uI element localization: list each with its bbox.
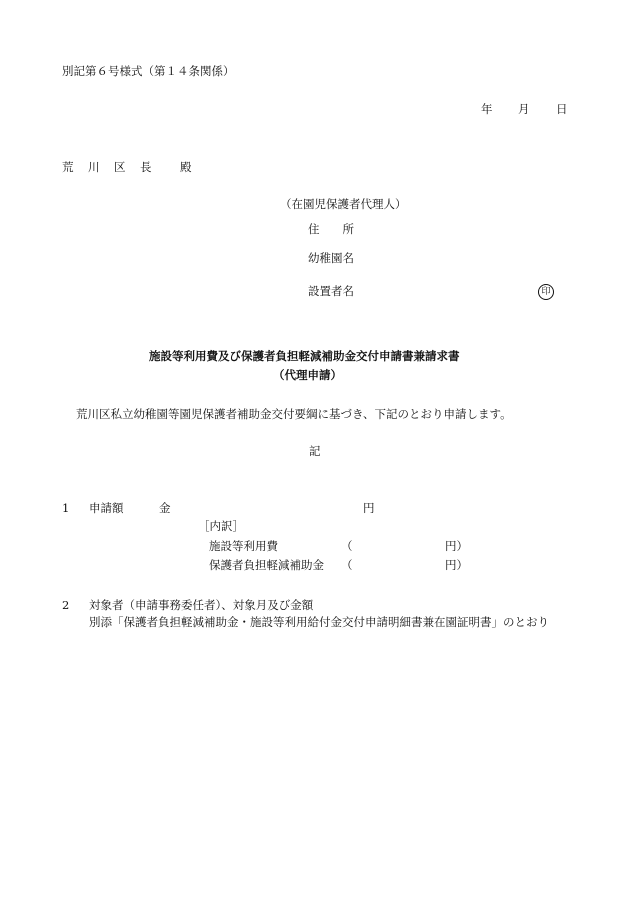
item-label: 対象者（申請事務委任者）、対象月及び金額 [89,598,314,612]
facility-fee-yen: 円） [445,539,468,553]
seal-mark: 印 [538,284,554,300]
item-detail: 別添「保護者負担軽減補助金・施設等利用給付金交付申請明細書兼在園証明書」のとおり [89,615,549,629]
kin-label: 金 [159,501,171,515]
subsidy-yen: 円） [445,558,468,572]
body-text: 荒川区私立幼稚園等園児保護者補助金交付要綱に基づき、下記のとおり申請します。 [76,407,512,421]
form-header: 別記第６号様式（第１４条関係） [62,64,235,78]
item-number: 1 [62,501,70,515]
document-subtitle: （代理申請） [273,368,342,382]
yen-label: 円 [363,501,375,515]
document-title: 施設等利用費及び保護者負担軽減補助金交付申請書兼請求書 [149,349,460,363]
month-label: 月 [518,102,530,116]
addressee-honorific: 殿 [180,160,192,174]
subsidy-open: （ [341,558,353,572]
year-label: 年 [481,102,493,116]
facility-fee-label: 施設等利用費 [209,539,278,553]
item-label: 申請額 [89,501,124,515]
founder-name-label: 設置者名 [308,284,354,298]
addressee-char: 区 [114,160,126,174]
addressee-char: 荒 [62,160,74,174]
addressee-char: 長 [140,160,152,174]
addressee-char: 川 [88,160,100,174]
facility-fee-open: （ [341,539,353,553]
breakdown-label: ［内訳］ [198,519,244,533]
applicant-heading: （在園児保護者代理人） [280,197,407,211]
subsidy-label: 保護者負担軽減補助金 [209,558,324,572]
day-label: 日 [556,102,568,116]
ki-heading: 記 [309,444,321,458]
school-name-label: 幼稚園名 [308,251,354,265]
address-label: 住 所 [308,222,354,236]
item-number: 2 [62,598,70,612]
